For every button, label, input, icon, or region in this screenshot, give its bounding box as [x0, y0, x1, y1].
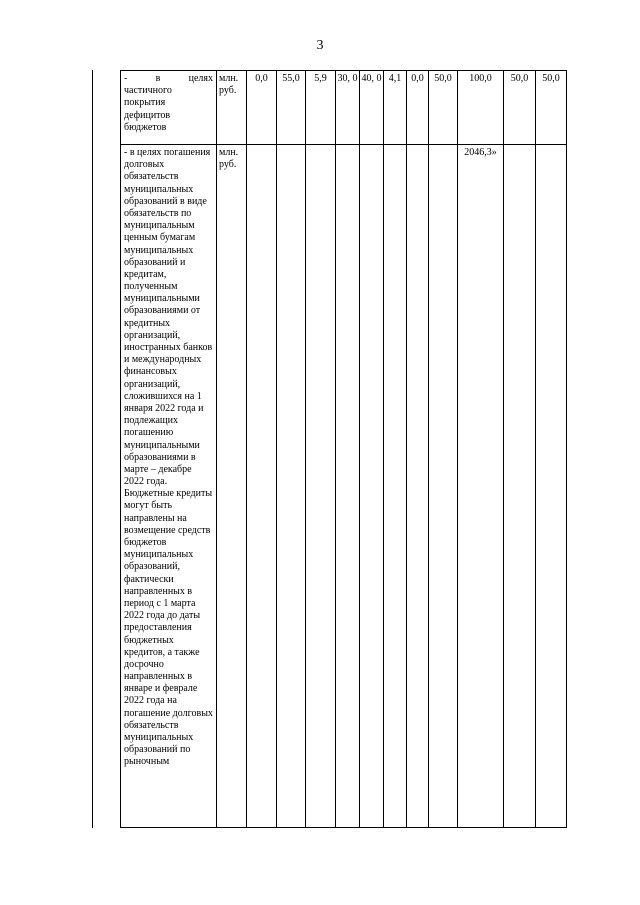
row-description-first-line: - в целях — [124, 73, 213, 84]
row-value: 50,0 — [504, 71, 536, 145]
row-value — [429, 145, 458, 828]
row-value — [384, 145, 407, 828]
page-number: 3 — [316, 38, 324, 53]
row-unit: млн. руб. — [217, 71, 247, 145]
row-description-rest: частичного покрытия дефицитов бюджетов — [124, 85, 172, 133]
table-row — [121, 145, 567, 828]
row-value — [407, 145, 429, 828]
row-value: 4,1 — [384, 71, 407, 145]
row-value — [504, 145, 536, 828]
row-value — [336, 145, 360, 828]
row-value — [360, 145, 384, 828]
row-value: 40, 0 — [360, 71, 384, 145]
row-value: 55,0 — [277, 71, 306, 145]
row-description: - в целях погашения долговых обязательств муниципальных образований в виде обязательств по муниципальным ценным бумагам муниципальных образований и кредитам, полученным муниципальными образованиями от кредитных организаций, иностранных банков и международных финансовых организаций, сложившихся на 1 января 2022 года и подлежащих погашению муниципальными образованиями в марте – декабре 2022 года. Бюджетные кредиты могут быть направлены на возмещение средств бюджетов муниципальных образований, фактически направленных в период с 1 марта 2022 года до даты предоставления бюджетных кредитов, а также досрочно направленных в январе и феврале 2022 года на погашение долговых обязательств муниципальных образований по рыночным — [121, 145, 217, 828]
table-row — [121, 71, 567, 145]
row-value: 30, 0 — [336, 71, 360, 145]
row-value: 50,0 — [429, 71, 458, 145]
left-margin-rule — [92, 70, 93, 828]
row-value — [277, 145, 306, 828]
row-value — [247, 145, 277, 828]
row-value — [536, 145, 567, 828]
row-unit: млн. руб. — [217, 145, 247, 828]
row-value: 0,0 — [247, 71, 277, 145]
row-value: 0,0 — [407, 71, 429, 145]
row-value: 2046,3» — [458, 145, 504, 828]
row-description — [121, 71, 217, 145]
row-value: 50,0 — [536, 71, 567, 145]
row-value — [306, 145, 336, 828]
row-value: 100,0 — [458, 71, 504, 145]
budget-table — [120, 70, 567, 828]
row-value: 5,9 — [306, 71, 336, 145]
